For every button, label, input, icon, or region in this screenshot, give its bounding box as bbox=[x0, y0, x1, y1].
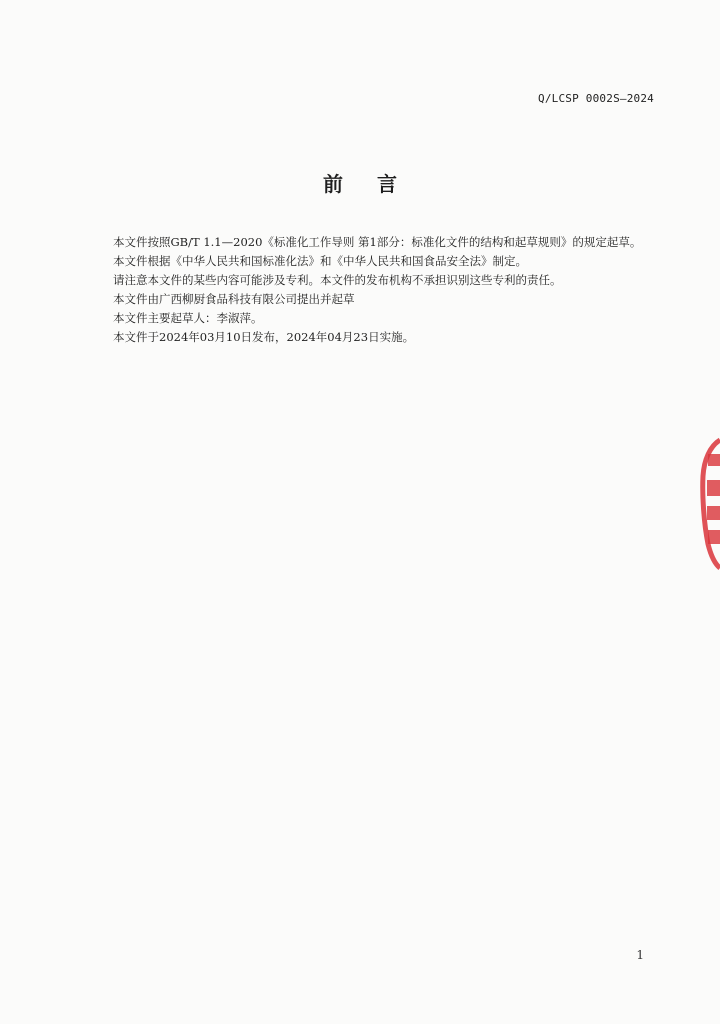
red-seal-stamp bbox=[698, 432, 720, 572]
title-char-2: 言 bbox=[377, 172, 397, 196]
paragraph: 本文件主要起草人：李淑萍。 bbox=[113, 311, 263, 325]
paragraph: 本文件于2024年03月10日发布，2024年04月23日实施。 bbox=[113, 330, 415, 344]
paragraph: 本文件按照GB/T 1.1—2020《标准化工作导则 第1部分：标准化文件的结构和起草规则》的规定起草。 bbox=[113, 235, 642, 249]
document-code: Q/LCSP 0002S—2024 bbox=[538, 92, 654, 105]
page-number: 1 bbox=[636, 948, 644, 962]
paragraph: 本文件由广西柳厨食品科技有限公司提出并起草 bbox=[113, 292, 355, 306]
paragraph: 请注意本文件的某些内容可能涉及专利。本文件的发布机构不承担识别这些专利的责任。 bbox=[113, 273, 562, 287]
paragraph: 本文件根据《中华人民共和国标准化法》和《中华人民共和国食品安全法》制定。 bbox=[113, 254, 527, 268]
section-title bbox=[0, 168, 720, 197]
foreword-body bbox=[90, 233, 658, 347]
title-char-1: 前 bbox=[323, 172, 343, 196]
